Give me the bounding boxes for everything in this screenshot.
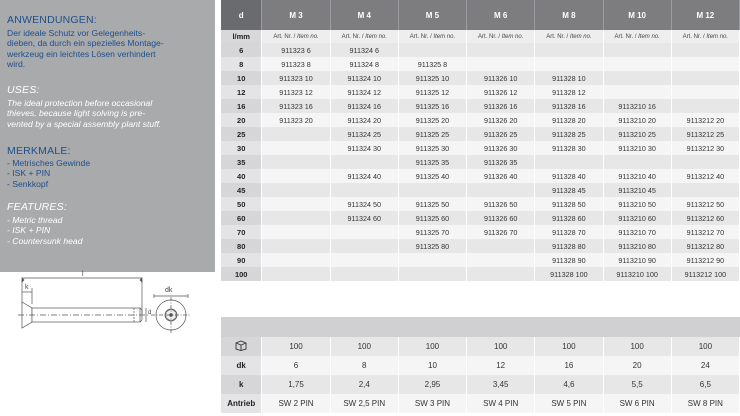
item-number-cell xyxy=(330,183,398,197)
spec-value-cell: 24 xyxy=(671,356,739,375)
item-number-cell xyxy=(535,155,603,169)
drawing-label-k: k xyxy=(25,284,29,291)
table-row xyxy=(221,127,740,141)
spec-label: dk xyxy=(221,356,262,375)
art-no-label: Art. Nr. / xyxy=(682,33,705,40)
item-number-cell: 911328 100 xyxy=(535,267,603,281)
item-number-cell: 911325 12 xyxy=(398,85,466,99)
spec-value-cell: 20 xyxy=(603,356,671,375)
item-no-label: Item no. xyxy=(365,33,387,40)
length-cell: 45 xyxy=(221,183,262,197)
length-cell: 60 xyxy=(221,211,262,225)
spec-value-cell: SW 3 PIN xyxy=(398,394,466,413)
spec-value-cell: 3,45 xyxy=(467,375,535,394)
table-row xyxy=(221,141,740,155)
art-no-label: Art. Nr. / xyxy=(409,33,432,40)
item-number-cell xyxy=(262,197,330,211)
item-number-cell: 911324 60 xyxy=(330,211,398,225)
item-number-cell xyxy=(262,155,330,169)
uses-heading: USES: xyxy=(7,84,40,96)
item-number-cell: 911325 80 xyxy=(398,239,466,253)
spec-value-cell: 100 xyxy=(262,337,330,356)
item-number-cell: 911325 16 xyxy=(398,99,466,113)
header-lmm: l/mm xyxy=(221,30,262,43)
spec-value-cell: 100 xyxy=(330,337,398,356)
item-number-cell: 911325 8 xyxy=(398,57,466,71)
item-number-cell: 911323 8 xyxy=(262,57,330,71)
spec-value-cell: 100 xyxy=(603,337,671,356)
item-number-cell: 911324 50 xyxy=(330,197,398,211)
art-no-label: Art. Nr. / xyxy=(546,33,569,40)
length-cell: 20 xyxy=(221,113,262,127)
item-number-cell: 911325 60 xyxy=(398,211,466,225)
table-row xyxy=(221,57,740,71)
item-number-cell: 911325 40 xyxy=(398,169,466,183)
item-number-cell: 911323 20 xyxy=(262,113,330,127)
item-number-cell: 9113212 80 xyxy=(671,239,739,253)
drawing-label-d: d xyxy=(148,310,152,316)
length-cell: 50 xyxy=(221,197,262,211)
item-number-cell: 911328 60 xyxy=(535,211,603,225)
spec-value-cell: 5,5 xyxy=(603,375,671,394)
features-de-heading: MERKMALE: xyxy=(7,145,71,157)
item-number-cell xyxy=(330,155,398,169)
item-number-cell: 911323 12 xyxy=(262,85,330,99)
item-number-cell: 9113212 20 xyxy=(671,113,739,127)
subheader-art-no xyxy=(330,30,398,43)
item-number-cell xyxy=(262,211,330,225)
item-number-cell xyxy=(467,43,535,57)
item-number-cell: 9113210 80 xyxy=(603,239,671,253)
uses-text: The ideal protection before occasional thieves, because light solving is pre- vented by a special assembly plant stuff. xyxy=(7,98,162,129)
table-row xyxy=(221,113,740,127)
length-cell: 70 xyxy=(221,225,262,239)
art-no-label: Art. Nr. / xyxy=(614,33,637,40)
spec-row xyxy=(221,394,740,413)
art-no-label: Art. Nr. / xyxy=(341,33,364,40)
item-number-cell: 911324 16 xyxy=(330,99,398,113)
item-number-cell: 911325 35 xyxy=(398,155,466,169)
length-cell: 35 xyxy=(221,155,262,169)
item-number-cell: 911326 40 xyxy=(467,169,535,183)
item-number-cell: 9113210 50 xyxy=(603,197,671,211)
table-row xyxy=(221,85,740,99)
spec-value-cell: 100 xyxy=(535,337,603,356)
spec-label: Antrieb xyxy=(221,394,262,413)
length-cell: 25 xyxy=(221,127,262,141)
spec-value-cell: 8 xyxy=(330,356,398,375)
spec-label-package xyxy=(221,337,262,356)
item-number-cell: 911326 50 xyxy=(467,197,535,211)
item-number-cell xyxy=(330,253,398,267)
spec-row xyxy=(221,337,740,356)
applications-heading: ANWENDUNGEN: xyxy=(7,14,97,26)
item-number-cell: 911325 20 xyxy=(398,113,466,127)
item-number-cell: 911328 25 xyxy=(535,127,603,141)
item-number-cell xyxy=(467,253,535,267)
item-number-cell: 911326 30 xyxy=(467,141,535,155)
item-number-cell xyxy=(671,183,739,197)
table-row xyxy=(221,225,740,239)
header-size-m8: M 8 xyxy=(535,0,603,30)
table-row xyxy=(221,253,740,267)
table-row xyxy=(221,155,740,169)
spec-row xyxy=(221,375,740,394)
item-number-cell: 911326 20 xyxy=(467,113,535,127)
item-number-cell xyxy=(671,99,739,113)
separator-cell xyxy=(221,317,740,337)
size-header-row xyxy=(221,0,740,30)
drawing-label-l: l xyxy=(82,271,84,278)
item-number-cell xyxy=(671,43,739,57)
item-number-cell: 9113212 60 xyxy=(671,211,739,225)
item-number-cell xyxy=(671,71,739,85)
features-de-list: - Metrisches Gewinde - ISK + PIN - Senkkopf xyxy=(7,158,91,189)
spec-value-cell: 100 xyxy=(398,337,466,356)
drawing-label-dk: dk xyxy=(165,287,173,294)
item-number-cell: 911325 50 xyxy=(398,197,466,211)
item-number-cell: 9113212 30 xyxy=(671,141,739,155)
description-panel xyxy=(0,0,215,272)
table-row xyxy=(221,239,740,253)
header-size-m12: M 12 xyxy=(671,0,739,30)
features-en-list: - Metric thread - ISK + PIN - Countersunk head xyxy=(7,215,83,246)
spec-value-cell: SW 2 PIN xyxy=(262,394,330,413)
item-number-cell: 9113210 70 xyxy=(603,225,671,239)
spec-value-cell: 10 xyxy=(398,356,466,375)
item-number-cell: 911328 10 xyxy=(535,71,603,85)
item-number-cell xyxy=(603,85,671,99)
item-number-cell: 9113212 50 xyxy=(671,197,739,211)
item-number-cell xyxy=(671,155,739,169)
item-number-cell: 911326 35 xyxy=(467,155,535,169)
length-cell: 10 xyxy=(221,71,262,85)
spec-value-cell: 2,4 xyxy=(330,375,398,394)
item-number-cell: 911328 20 xyxy=(535,113,603,127)
subheader-row xyxy=(221,30,740,43)
spec-value-cell: 100 xyxy=(467,337,535,356)
subheader-art-no xyxy=(671,30,739,43)
item-number-cell: 911326 12 xyxy=(467,85,535,99)
item-number-cell xyxy=(671,57,739,71)
item-number-cell: 911324 40 xyxy=(330,169,398,183)
subheader-art-no xyxy=(467,30,535,43)
item-number-cell: 911326 60 xyxy=(467,211,535,225)
item-number-cell: 911328 16 xyxy=(535,99,603,113)
length-cell: 6 xyxy=(221,43,262,57)
spec-value-cell: 100 xyxy=(671,337,739,356)
spec-value-cell: 16 xyxy=(535,356,603,375)
table-row xyxy=(221,99,740,113)
table-row xyxy=(221,183,740,197)
spec-value-cell: 4,6 xyxy=(535,375,603,394)
item-no-label: Item no. xyxy=(433,33,456,40)
item-number-cell xyxy=(262,183,330,197)
art-no-label: Art. Nr. / xyxy=(478,33,501,40)
spacer-cell xyxy=(221,281,740,317)
subheader-art-no xyxy=(398,30,466,43)
table-spacer xyxy=(221,281,740,317)
header-size-m10: M 10 xyxy=(603,0,671,30)
table-row xyxy=(221,71,740,85)
item-number-cell xyxy=(262,169,330,183)
item-number-cell xyxy=(398,267,466,281)
item-number-cell: 911323 6 xyxy=(262,43,330,57)
item-number-cell xyxy=(467,239,535,253)
table-row xyxy=(221,197,740,211)
item-number-cell xyxy=(398,253,466,267)
item-number-cell xyxy=(330,225,398,239)
subheader-art-no xyxy=(262,30,330,43)
table-row xyxy=(221,211,740,225)
item-number-cell xyxy=(467,267,535,281)
spec-value-cell: SW 8 PIN xyxy=(671,394,739,413)
item-number-cell: 911328 80 xyxy=(535,239,603,253)
item-number-cell: 911328 30 xyxy=(535,141,603,155)
item-number-cell xyxy=(398,43,466,57)
table-separator xyxy=(221,317,740,337)
item-number-cell xyxy=(398,183,466,197)
item-number-cell xyxy=(603,71,671,85)
item-no-label: Item no. xyxy=(706,33,729,40)
item-number-cell: 9113210 60 xyxy=(603,211,671,225)
length-cell: 12 xyxy=(221,85,262,99)
length-cell: 80 xyxy=(221,239,262,253)
item-number-cell: 911325 70 xyxy=(398,225,466,239)
item-number-cell: 911328 70 xyxy=(535,225,603,239)
item-number-cell: 9113212 100 xyxy=(671,267,739,281)
item-number-cell xyxy=(467,183,535,197)
item-number-cell: 911324 6 xyxy=(330,43,398,57)
spec-value-cell: 1,75 xyxy=(262,375,330,394)
item-number-cell: 9113210 30 xyxy=(603,141,671,155)
item-number-cell xyxy=(535,57,603,71)
item-number-cell: 911325 25 xyxy=(398,127,466,141)
table-row xyxy=(221,267,740,281)
item-number-cell: 9113210 25 xyxy=(603,127,671,141)
item-number-cell: 911328 45 xyxy=(535,183,603,197)
subheader-art-no xyxy=(535,30,603,43)
spec-label: k xyxy=(221,375,262,394)
item-number-cell xyxy=(671,85,739,99)
length-cell: 40 xyxy=(221,169,262,183)
length-cell: 30 xyxy=(221,141,262,155)
applications-text: Der ideale Schutz vor Gelegenheits- dieben, da durch ein spezielles Montage- werkzeug ein leichtes Lösen verhindert wird. xyxy=(7,28,164,70)
item-number-cell: 9113210 90 xyxy=(603,253,671,267)
length-cell: 90 xyxy=(221,253,262,267)
spec-value-cell: SW 2,5 PIN xyxy=(330,394,398,413)
item-number-cell xyxy=(467,57,535,71)
item-number-cell: 9113210 45 xyxy=(603,183,671,197)
length-cell: 8 xyxy=(221,57,262,71)
features-en-heading: FEATURES: xyxy=(7,201,67,213)
item-no-label: Item no. xyxy=(501,33,524,40)
item-number-cell: 9113210 20 xyxy=(603,113,671,127)
item-number-cell: 911328 90 xyxy=(535,253,603,267)
product-table xyxy=(221,0,740,413)
table-row xyxy=(221,43,740,57)
item-number-cell xyxy=(603,43,671,57)
item-number-cell: 9113212 40 xyxy=(671,169,739,183)
item-number-cell: 911326 25 xyxy=(467,127,535,141)
header-size-m3: M 3 xyxy=(262,0,330,30)
item-number-cell xyxy=(262,225,330,239)
item-no-label: Item no. xyxy=(297,33,319,40)
spec-value-cell: 6 xyxy=(262,356,330,375)
art-no-label: Art. Nr. / xyxy=(273,33,296,40)
spec-value-cell: SW 4 PIN xyxy=(467,394,535,413)
item-number-cell: 911326 70 xyxy=(467,225,535,239)
spec-row xyxy=(221,356,740,375)
item-number-cell: 911325 30 xyxy=(398,141,466,155)
item-number-cell: 911325 10 xyxy=(398,71,466,85)
spec-value-cell: SW 6 PIN xyxy=(603,394,671,413)
item-number-cell: 911324 25 xyxy=(330,127,398,141)
item-number-cell: 911323 10 xyxy=(262,71,330,85)
item-number-cell xyxy=(603,57,671,71)
item-number-cell: 911326 10 xyxy=(467,71,535,85)
spec-value-cell: 2,95 xyxy=(398,375,466,394)
package-icon xyxy=(235,340,247,351)
item-number-cell: 911324 20 xyxy=(330,113,398,127)
item-number-cell xyxy=(603,155,671,169)
item-number-cell: 9113212 90 xyxy=(671,253,739,267)
item-number-cell xyxy=(330,239,398,253)
item-number-cell xyxy=(262,239,330,253)
length-cell: 100 xyxy=(221,267,262,281)
subheader-art-no xyxy=(603,30,671,43)
item-number-cell xyxy=(262,127,330,141)
item-number-cell xyxy=(262,253,330,267)
item-no-label: Item no. xyxy=(569,33,592,40)
spec-value-cell: 6,5 xyxy=(671,375,739,394)
table-row xyxy=(221,169,740,183)
item-number-cell: 911326 16 xyxy=(467,99,535,113)
item-number-cell xyxy=(262,267,330,281)
item-number-cell: 911328 40 xyxy=(535,169,603,183)
header-d: d xyxy=(221,0,262,30)
item-number-cell: 9113212 25 xyxy=(671,127,739,141)
item-number-cell: 911324 10 xyxy=(330,71,398,85)
item-number-cell: 911324 8 xyxy=(330,57,398,71)
length-cell: 16 xyxy=(221,99,262,113)
item-number-cell xyxy=(535,43,603,57)
item-no-label: Item no. xyxy=(638,33,660,40)
item-number-cell: 9113210 16 xyxy=(603,99,671,113)
item-number-cell: 911324 30 xyxy=(330,141,398,155)
item-number-cell: 911324 12 xyxy=(330,85,398,99)
spec-value-cell: 12 xyxy=(467,356,535,375)
item-number-cell: 911328 12 xyxy=(535,85,603,99)
item-number-cell: 9113210 100 xyxy=(603,267,671,281)
header-size-m5: M 5 xyxy=(398,0,466,30)
item-number-cell: 9113210 40 xyxy=(603,169,671,183)
item-number-cell: 911328 50 xyxy=(535,197,603,211)
item-number-cell: 9113212 70 xyxy=(671,225,739,239)
spec-value-cell: SW 5 PIN xyxy=(535,394,603,413)
header-size-m6: M 6 xyxy=(467,0,535,30)
item-number-cell xyxy=(330,267,398,281)
screw-technical-drawing xyxy=(18,270,198,334)
item-number-cell xyxy=(262,141,330,155)
item-number-cell: 911323 16 xyxy=(262,99,330,113)
header-size-m4: M 4 xyxy=(330,0,398,30)
